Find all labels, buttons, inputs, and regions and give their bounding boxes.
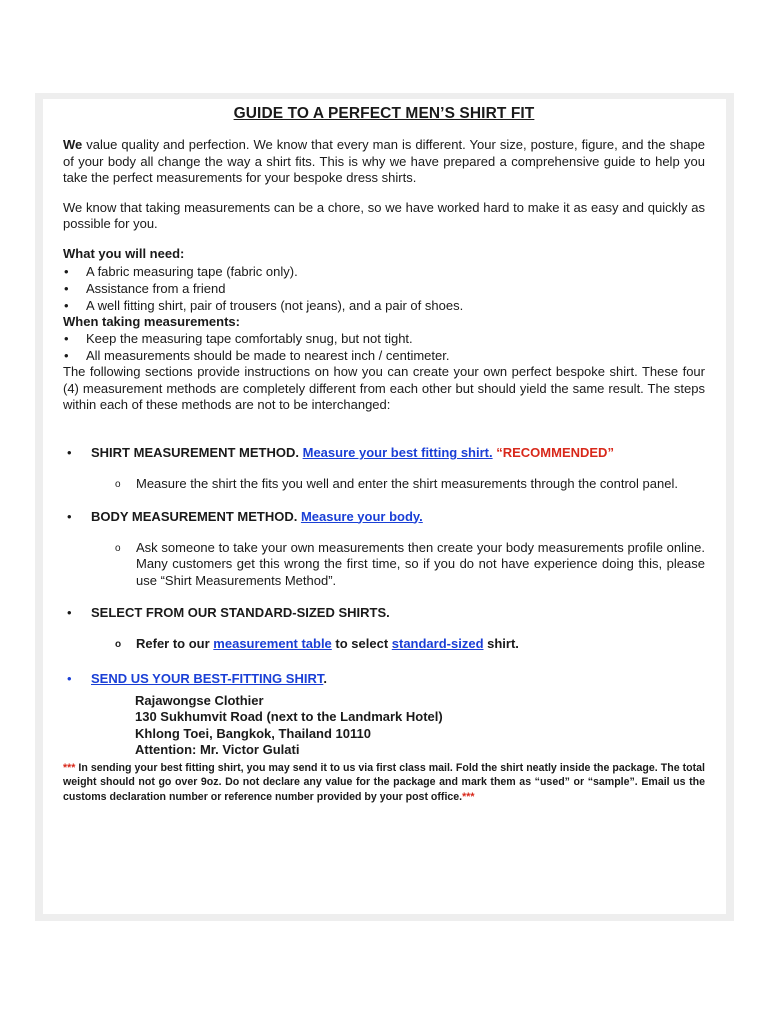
- recommended-tag: “RECOMMENDED”: [492, 444, 614, 460]
- method-standard-sized: • SELECT FROM OUR STANDARD-SIZED SHIRTS.: [63, 604, 705, 621]
- address-line: Rajawongse Clothier: [135, 692, 264, 708]
- measure-shirt-link[interactable]: Measure your best fitting shirt.: [302, 444, 493, 460]
- address-line: 130 Sukhumvit Road (next to the Landmark Hotel): [135, 709, 443, 725]
- address-line: Khlong Toei, Bangkok, Thailand 10110: [135, 725, 371, 741]
- method-send-shirt: [63, 670, 705, 687]
- intro-text: value quality and perfection. We know that every man is different. Your size, posture, figure, and the shape of your body all change the way a shirt fits. This is why we have prepared a comprehensive guide to help you take the perfect measurements for your bespoke dress shirts.: [63, 137, 705, 186]
- list-item: • All measurements should be made to nearest inch / centimeter.: [63, 347, 705, 364]
- method-description: o Measure the shirt the fits you well and enter the shirt measurements through the control panel.: [63, 476, 705, 493]
- list-item: • A well fitting shirt, pair of trousers (not jeans), and a pair of shoes.: [63, 297, 705, 314]
- shipping-note: [63, 761, 705, 805]
- mailing-address: [63, 693, 705, 759]
- document-content: [63, 105, 705, 804]
- measurement-table-link[interactable]: measurement table: [213, 636, 332, 652]
- note-stars: ***: [63, 761, 76, 774]
- need-list: [63, 263, 705, 314]
- method-description: [63, 636, 705, 653]
- address-line: Attention: Mr. Victor Gulati: [135, 742, 300, 758]
- method-shirt-measurement: [63, 444, 705, 461]
- sections-intro: The following sections provide instructions on how you can create your own perfect bespoke shirt. These four (4) measurement methods are completely different from each other but should yield the same result. The steps within each of these methods are not to be interchanged:: [63, 364, 705, 413]
- method-body-measurement: [63, 508, 705, 525]
- method-punct: .: [323, 670, 327, 686]
- sub-text: shirt.: [483, 636, 519, 652]
- page-title: GUIDE TO A PERFECT MEN’S SHIRT FIT: [233, 105, 535, 122]
- taking-heading: When taking measurements:: [63, 313, 240, 329]
- intro-paragraph: [63, 137, 705, 187]
- method-label: SHIRT MEASUREMENT METHOD.: [91, 444, 303, 460]
- measure-body-link[interactable]: Measure your body.: [300, 508, 423, 524]
- intro-paragraph-2: We know that taking measurements can be a chore, so we have worked hard to make it as easy and quickly as possible for you.: [63, 199, 705, 232]
- note-stars: ***: [462, 790, 475, 803]
- document-page: [43, 99, 726, 914]
- intro-lead: We: [63, 137, 83, 152]
- sub-text: to select: [331, 636, 392, 652]
- list-item: • Assistance from a friend: [63, 280, 705, 297]
- method-description: o Ask someone to take your own measurements then create your body measurements profile online. Many customers get this wrong the first time, so if you do not have experience doing this, please use “Shirt Measurements Method”.: [63, 540, 705, 590]
- note-text: In sending your best fitting shirt, you may send it to us via first class mail. Fold the shirt neatly inside the package. The total weight should not go over 9oz. Do not declare any value for the package and mark them as “used” or “sample”. Email us the customs declaration number or reference number provided by your post office.: [63, 761, 705, 803]
- need-heading: What you will need:: [63, 245, 185, 261]
- standard-sized-link[interactable]: standard-sized: [391, 636, 484, 652]
- method-label: BODY MEASUREMENT METHOD.: [91, 508, 301, 524]
- sub-text: Refer to our: [136, 636, 214, 652]
- send-shirt-link[interactable]: SEND US YOUR BEST-FITTING SHIRT: [91, 670, 324, 686]
- taking-list: [63, 330, 705, 364]
- list-item: • Keep the measuring tape comfortably snug, but not tight.: [63, 330, 705, 347]
- list-item: • A fabric measuring tape (fabric only).: [63, 263, 705, 280]
